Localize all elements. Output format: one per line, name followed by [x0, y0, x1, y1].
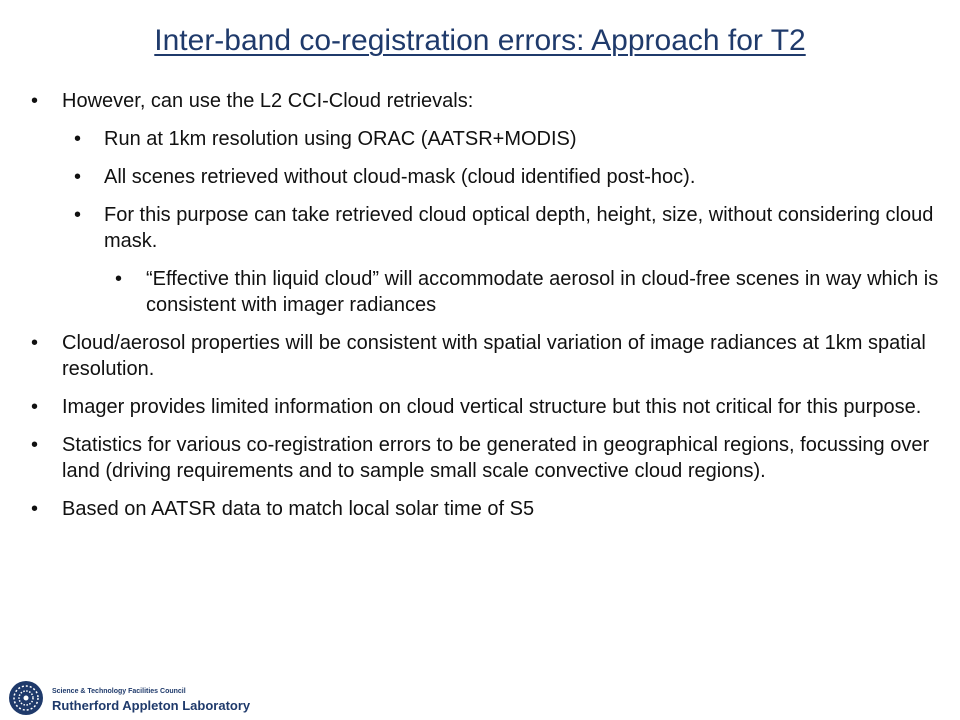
bullet-item	[0, 496, 948, 522]
bullet-text: Based on AATSR data to match local solar time of S5	[62, 498, 535, 520]
bullet-text: All scenes retrieved without cloud-mask (cloud identified post-hoc).	[104, 166, 696, 188]
bullet-marker: •	[74, 128, 82, 150]
bullet-text: Cloud/aerosol properties will be consistent with spatial variation of image radiances at 1km spatial resolution.	[62, 332, 926, 380]
bullet-text: Run at 1km resolution using ORAC (AATSR+MODIS)	[104, 128, 577, 150]
stfc-logo-icon	[6, 678, 46, 718]
bullet-marker: •	[31, 332, 39, 354]
logo-org-text: Science & Technology Facilities Council	[52, 688, 186, 695]
bullet-item	[0, 164, 948, 190]
bullet-item	[0, 394, 948, 420]
bullet-marker: •	[31, 90, 39, 112]
bullet-text: Statistics for various co-registration errors to be generated in geographical regions, focussing over land (driving requirements and to sample small scale convective cloud regions).	[62, 434, 930, 482]
bullet-item	[0, 432, 948, 484]
bullet-marker: •	[74, 204, 82, 226]
bullet-item	[0, 126, 948, 152]
bullet-item	[0, 266, 948, 318]
stfc-logo	[6, 678, 251, 718]
bullet-marker: •	[31, 498, 39, 520]
bullet-text: For this purpose can take retrieved cloud optical depth, height, size, without considering cloud mask.	[104, 204, 934, 252]
bullet-item	[0, 88, 948, 114]
bullet-list	[0, 88, 960, 534]
bullet-marker: •	[31, 434, 39, 456]
bullet-item	[0, 202, 948, 254]
bullet-text: Imager provides limited information on cloud vertical structure but this not critical for this purpose.	[62, 396, 922, 418]
bullet-marker: •	[115, 268, 123, 290]
bullet-marker: •	[74, 166, 82, 188]
slide-title: Inter-band co-registration errors: Approach for T2	[154, 24, 806, 57]
bullet-marker: •	[31, 396, 39, 418]
bullet-item	[0, 330, 948, 382]
logo-lab-text: Rutherford Appleton Laboratory	[52, 698, 251, 713]
bullet-text: However, can use the L2 CCI-Cloud retrievals:	[62, 90, 474, 112]
bullet-text: “Effective thin liquid cloud” will accommodate aerosol in cloud-free scenes in way which is consistent with imager radiances	[146, 268, 939, 316]
